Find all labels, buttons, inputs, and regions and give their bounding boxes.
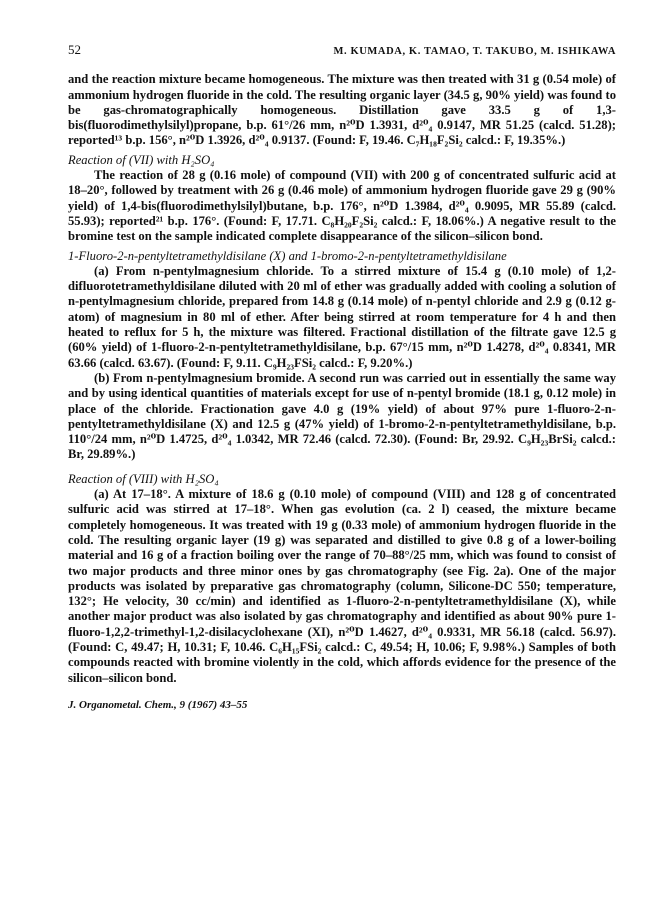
article-body bbox=[68, 72, 616, 686]
running-head-authors: M. KUMADA, K. TAMAO, T. TAKUBO, M. ISHIKAWA bbox=[333, 46, 616, 57]
section-heading-pentyltetramethyldisilane: 1-Fluoro-2-n-pentyltetramethyldisilane (X) and 1-bromo-2-n-pentyltetramethyldisilane bbox=[68, 248, 507, 263]
section-heading-reaction-vii: Reaction of (VII) with H₂SO₄ bbox=[68, 152, 215, 167]
journal-citation-footer: J. Organometal. Chem., 9 (1967) 43–55 bbox=[68, 698, 248, 711]
paragraph-pentylmagnesium-chloride: (a) From n-pentylmagnesium chloride. To a stirred mixture of 15.4 g (0.10 mole) of 1,2-difluorotetramethyldisilane diluted with 20 ml of ether was gradually added with cooling a solution of n-pentylmagnesium chloride, prepared from 14.8 g (0.14 mole) of n-pentyl chloride and 2.9 g (0.12 g-atom) of magnesium in 80 ml of ether. After being stirred at room temperature for 4 h and then heated to reflux for 5 h, the mixture was filtered. Fractional distillation of the filtrate gave 12.5 g (60% yield) of 1-fluoro-2-n-pentyltetramethyldisilane, b.p. 67°/15 mm, n²⁰D 1.4278, d²⁰₄ 0.8341, MR 63.66 (calcd. 63.67). (Found: F, 9.11. C₉H₂₃FSi₂ calcd.: F, 9.20%.) bbox=[68, 263, 616, 370]
paragraph-pentylmagnesium-bromide: (b) From n-pentylmagnesium bromide. A second run was carried out in essentially the same way and by using identical quantities of materials except for use of n-pentyl bromide (18.1 g, 0.12 mole) in place of the chloride. Fractionation gave 4.0 g (19% yield) of about 97% pure 1-fluoro-2-n-pentyltetramethyldisilane (X) and 12.5 g (47% yield) of 1-bromo-2-n-pentyltetramethyldisilane, b.p. 110°/24 mm, n²⁰D 1.4725, d²⁰₄ 1.0342, MR 72.46 (calcd. 72.30). (Found: Br, 29.92. C₉H₂₃BrSi₂ calcd.: Br, 29.89%.) bbox=[68, 370, 616, 462]
paragraph-reaction-vii: The reaction of 28 g (0.16 mole) of compound (VII) with 200 g of concentrated sulfuric acid at 18–20°, followed by treatment with 26 g (0.46 mole) of ammonium hydrogen fluoride gave 29 g (90% yield) of 1,4-bis(fluorodimethylsilyl)butane, b.p. 176°, n²⁰D 1.3984, d²⁰₄ 0.9095, MR 55.89 (calcd. 55.93); reported²¹ b.p. 176°. (Found: F, 17.71. C₈H₂₀F₂Si₂ calcd.: F, 18.06%.) A negative result to the bromine test on the sample indicated complete disappearance of the silicon–silicon bond. bbox=[68, 168, 616, 244]
paragraph-reaction-viii: (a) At 17–18°. A mixture of 18.6 g (0.10 mole) of compound (VIII) and 128 g of concentrated sulfuric acid was stirred at 17–18°. When gas evolution (ca. 2 l) ceased, the mixture became completely homogeneous. It was treated with 19 g (0.33 mole) of ammonium hydrogen fluoride in the cold. The resulting organic layer (19 g) was separated and distilled to give 0.8 g of a lower-boiling material and 16 g of a fraction boiling over the range of 70–88°/25 mm, which was found to consist of two major products and three minor ones by gas chromatography (see Fig. 2a). One of the major products was isolated by preparative gas chromatography (column, Silicone-DC 550; temperature, 132°; He velocity, 30 cc/min) and identified as 1-fluoro-2-n-pentyltetramethyldisilane (X), while another major product was also isolated by gas chromatography and identified as about 90% pure 1-fluoro-1,2,2-trimethyl-1,2-disilacyclohexane (XI), n²⁰D 1.4627, d²⁰₄ 0.9331, MR 56.18 (calcd. 56.97). (Found: C, 49.47; H, 10.31; F, 10.46. C₆H₁₅FSi₂ calcd.: C, 49.54; H, 10.06; F, 9.98%.) Samples of both compounds reacted with bromine violently in the cold, which affords evidence for the presence of the silicon–silicon bond. bbox=[68, 487, 616, 685]
section-heading-reaction-viii: Reaction of (VIII) with H₂SO₄ bbox=[68, 471, 219, 486]
paragraph-bis-fluorodimethylsilyl-propane: and the reaction mixture became homogeneous. The mixture was then treated with 31 g (0.54 mole) of ammonium hydrogen fluoride in the cold. The resulting organic layer (34.5 g, 90% yield) was found to be gas-chromatographically homogeneous. Distillation gave 33.5 g of 1,3-bis(fluorodimethylsilyl)propane, b.p. 61°/26 mm, n²⁰D 1.3931, d²⁰₄ 0.9147, MR 51.25 (calcd. 51.28); reported¹³ b.p. 156°, n²⁰D 1.3926, d²⁰₄ 0.9137. (Found: F, 19.46. C₇H₁₈F₂Si₂ calcd.: F, 19.35%.) bbox=[68, 72, 616, 148]
page-header bbox=[68, 42, 616, 59]
journal-page bbox=[68, 42, 616, 713]
page-number: 52 bbox=[68, 42, 81, 57]
